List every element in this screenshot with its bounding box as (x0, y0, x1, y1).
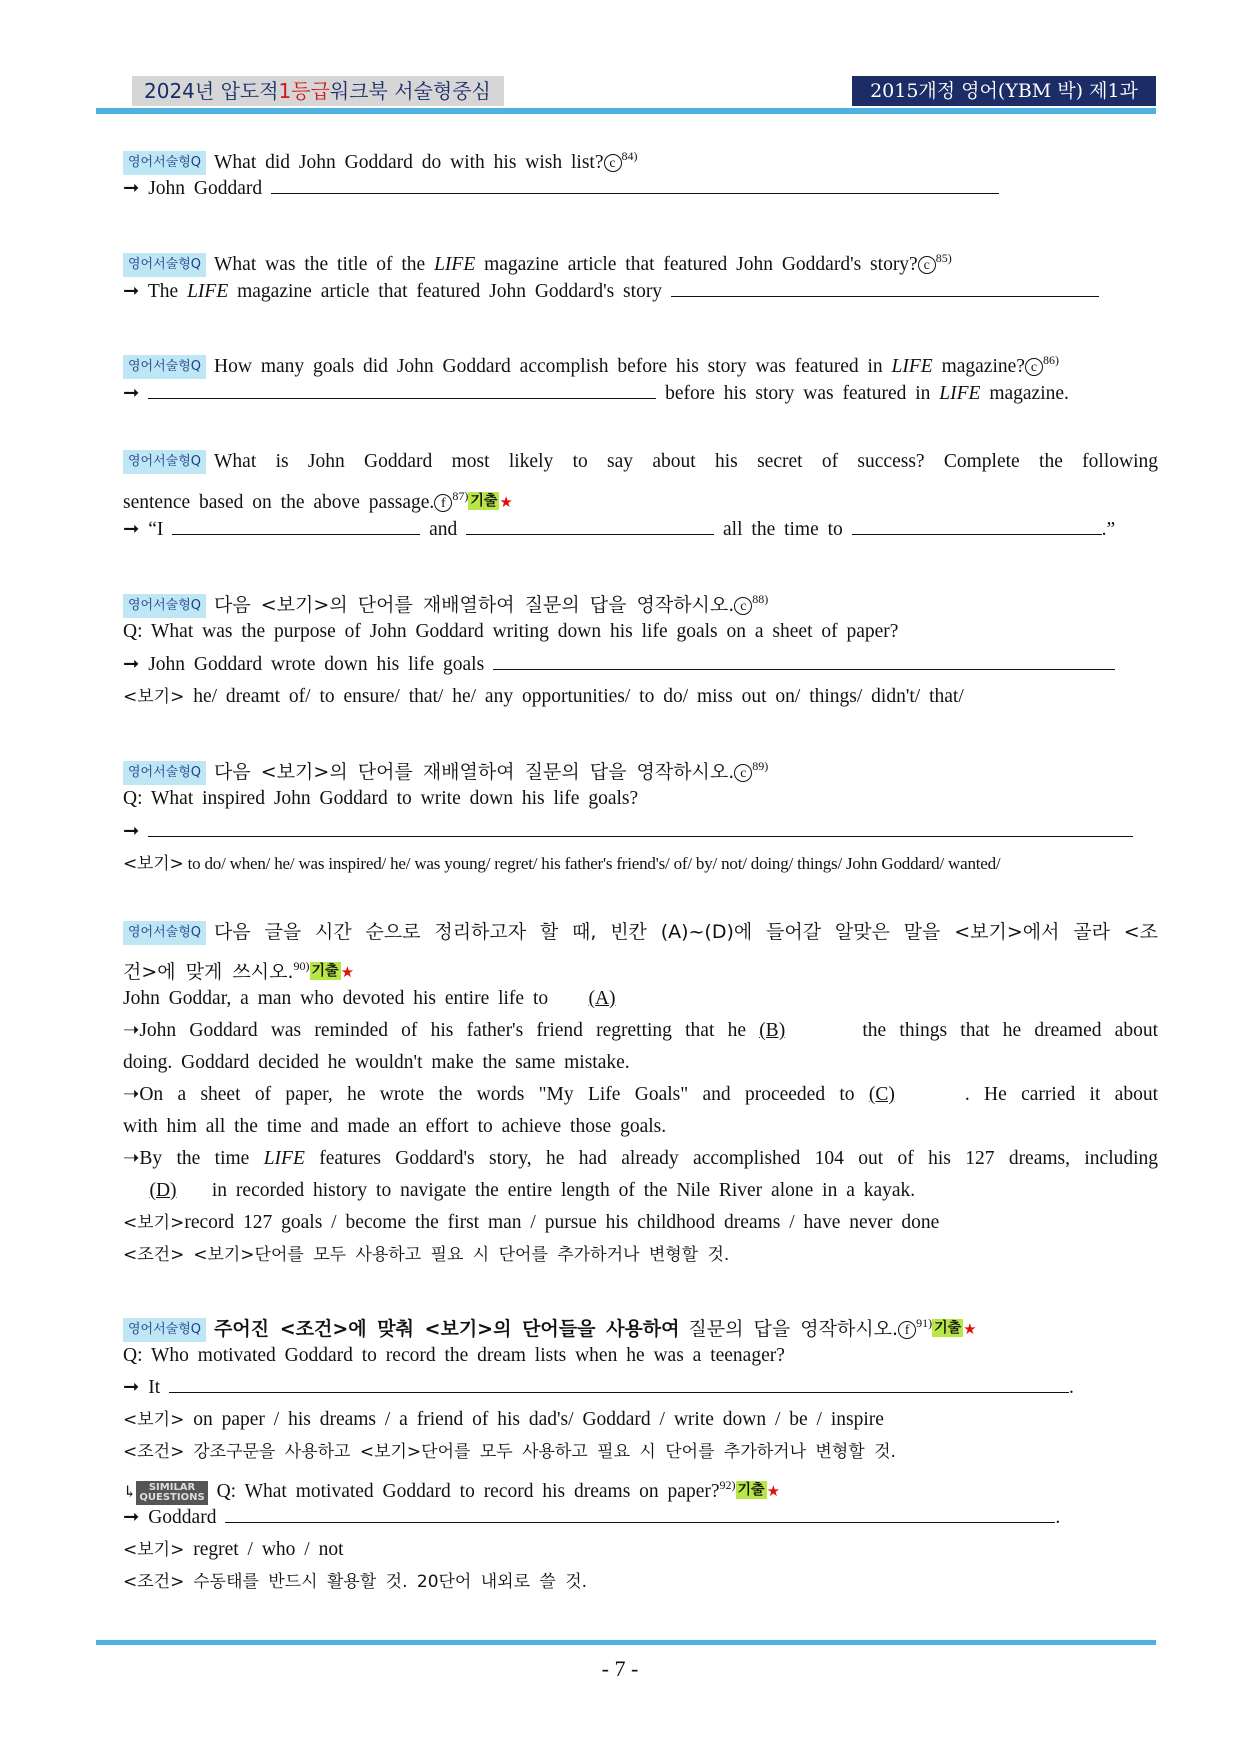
bogi-label: <보기> (123, 1540, 185, 1560)
passage-line-3: doing. Goddard decided he wouldn't make the same mistake. (123, 1052, 630, 1073)
question-text: sentence based on the above passage. (123, 492, 435, 513)
bogi-label: <보기> (123, 1410, 185, 1430)
similar-bottom: QUESTIONS (139, 1491, 205, 1503)
question-tag: 영어서술형Q (123, 921, 206, 945)
answer-prefix: ➞ “I (123, 519, 164, 540)
condition-90 (123, 1241, 1158, 1269)
magazine-name: LIFE (434, 254, 476, 275)
question-tag: 영어서술형Q (123, 151, 206, 175)
instruction-text: 건>에 맞게 쓰시오. (123, 961, 294, 983)
condition-91 (123, 1438, 1158, 1466)
bogi-91 (123, 1406, 1158, 1434)
passage-line-7 (123, 1177, 1158, 1205)
question-92 (123, 1471, 1158, 1507)
blank-d[interactable]: (D) (149, 1180, 177, 1201)
question-90 (123, 918, 1158, 947)
circled-letter-icon: f (898, 1321, 916, 1339)
footnote-number: 87) (452, 489, 469, 503)
bogi-words: regret / who / not (193, 1539, 344, 1560)
bottom-rule (96, 1640, 1156, 1645)
condition-92 (123, 1568, 1158, 1596)
bogi-label: <보기> (123, 1213, 185, 1233)
instruction-bold: 주어진 <조건>에 맞춰 <보기>의 단어들을 사용하여 (214, 1318, 680, 1340)
instruction-text: 다음 <보기>의 단어를 재배열하여 질문의 답을 영작하시오. (214, 761, 735, 783)
header-left-highlight: 1등급 (278, 79, 330, 103)
question-89 (123, 752, 1158, 787)
header-title-right: 2015개정 영어(YBM 박) 제1과 (852, 76, 1156, 106)
question-text: What was the title of the (214, 254, 426, 275)
header-left-b: 워크북 서술형중심 (329, 79, 491, 103)
bogi-label: <보기> (123, 854, 184, 874)
passage-line-4 (123, 1081, 1158, 1109)
passage-text: the things that he dreamed about (862, 1020, 1158, 1041)
instruction-text: 다음 글을 시간 순으로 정리하고자 할 때, 빈칸 (A)~(D)에 들어갈 알맞은 말을 <보기>에서 골라 <조 (214, 921, 1158, 943)
question-tag: 영어서술형Q (123, 355, 206, 379)
footnote-number: 84) (621, 149, 638, 163)
arrow-icon: ➞ (123, 821, 140, 842)
passage-line-2 (123, 1017, 1158, 1045)
answer-blank[interactable] (148, 820, 1133, 837)
question-tag: 영어서술형Q (123, 253, 206, 277)
passage-text: ➝John Goddard was reminded of his father's friend regretting that he (123, 1020, 746, 1041)
top-rule (96, 108, 1156, 114)
answer-92 (123, 1504, 1158, 1532)
footnote-number: 90) (293, 959, 310, 973)
answer-connector: and (429, 519, 458, 540)
circled-letter-icon: c (734, 764, 752, 782)
answer-blank[interactable] (225, 1506, 1055, 1523)
question-text: How many goals did John Goddard accomplish before his story was featured in (214, 356, 883, 377)
star-icon: ★ (340, 965, 355, 981)
answer-prefix: ➞ The (123, 281, 179, 302)
circled-letter-icon: c (734, 597, 752, 615)
bogi-92 (123, 1536, 1158, 1564)
question-text: Q: What motivated Goddard to record his dreams on paper? (216, 1481, 720, 1502)
answer-suffix: . (1069, 1377, 1074, 1398)
answer-91 (123, 1374, 1158, 1402)
answer-prefix: ➞ Goddard (123, 1507, 217, 1528)
answer-blank[interactable] (169, 1376, 1069, 1393)
passage-text: ➝By the time (123, 1148, 250, 1169)
answer-prefix: ➞ It (123, 1377, 161, 1398)
circled-letter-icon: c (604, 154, 622, 172)
circled-letter-icon: f (434, 494, 452, 512)
bogi-89 (123, 850, 1158, 878)
passage-line-5: with him all the time and made an effort to achieve those goals. (123, 1116, 667, 1137)
question-87 (123, 448, 1158, 476)
footnote-number: 86) (1042, 353, 1059, 367)
answer-connector: all the time to (723, 519, 843, 540)
instruction-text: 질문의 답을 영작하시오. (688, 1318, 899, 1340)
answer-88 (123, 651, 1158, 679)
bogi-88 (123, 683, 1158, 711)
question-91-q: Q: Who motivated Goddard to record the dream lists when he was a teenager? (123, 1345, 785, 1366)
question-87-cont (123, 482, 1158, 517)
answer-87 (123, 516, 1158, 544)
question-text: What did John Goddard do with his wish list? (214, 152, 604, 173)
question-85 (123, 244, 1158, 279)
magazine-name: LIFE (939, 383, 981, 404)
answer-blank-2[interactable] (466, 518, 714, 535)
page-number: - 7 - (601, 1656, 639, 1681)
question-tag: 영어서술형Q (123, 761, 206, 785)
answer-blank-3[interactable] (852, 518, 1102, 535)
answer-89 (123, 818, 1158, 846)
question-91 (123, 1309, 1158, 1344)
answer-84 (123, 175, 1158, 203)
passage-line-6 (123, 1145, 1158, 1173)
condition-label: <조건> (123, 1245, 185, 1265)
magazine-name: LIFE (263, 1148, 305, 1169)
magazine-name: LIFE (187, 281, 229, 302)
similar-top: SIMILAR (148, 1481, 196, 1493)
magazine-name: LIFE (891, 356, 933, 377)
answer-blank[interactable] (671, 280, 1099, 297)
question-text: magazine? (941, 356, 1025, 377)
answer-86 (123, 380, 1158, 408)
blank-c[interactable]: (C) (868, 1084, 895, 1105)
star-icon: ★ (499, 495, 513, 511)
answer-suffix: magazine. (989, 383, 1069, 404)
condition-text: 강조구문을 사용하고 <보기>단어를 모두 사용하고 필요 시 단어를 추가하거나 변형할 것. (193, 1442, 896, 1462)
answer-blank[interactable] (493, 653, 1115, 670)
question-tag: 영어서술형Q (123, 594, 206, 618)
star-icon: ★ (766, 1484, 781, 1500)
similar-questions-badge (136, 1481, 207, 1505)
past-exam-badge: 기출 (737, 1482, 765, 1498)
answer-suffix: . (1055, 1507, 1061, 1528)
question-text: magazine article that featured John Goddard's story? (484, 254, 918, 275)
question-tag: 영어서술형Q (123, 1318, 206, 1342)
question-tag: 영어서술형Q (123, 450, 206, 474)
question-84 (123, 142, 1158, 177)
bogi-words: on paper / his dreams / a friend of his dad's/ Goddard / write down / be / inspire (193, 1409, 884, 1430)
circled-letter-icon: c (918, 256, 936, 274)
condition-text: <보기>단어를 모두 사용하고 필요 시 단어를 추가하거나 변형할 것. (193, 1245, 730, 1265)
blank-a[interactable]: (A) (588, 988, 616, 1009)
footnote-number: 88) (752, 592, 769, 606)
past-exam-badge: 기출 (311, 963, 339, 979)
condition-text: 수동태를 반드시 활용할 것. 20단어 내외로 쓸 것. (193, 1572, 588, 1592)
past-exam-badge: 기출 (470, 493, 498, 509)
header-title-left (132, 76, 504, 106)
question-88-q: Q: What was the purpose of John Goddard writing down his life goals on a sheet of paper? (123, 621, 899, 642)
past-exam-badge: 기출 (934, 1320, 962, 1336)
footnote-number: 89) (752, 759, 769, 773)
answer-prefix: ➞ John Goddard (123, 178, 263, 199)
blank-b[interactable]: (B) (759, 1020, 786, 1041)
star-icon: ★ (963, 1322, 977, 1338)
answer-85 (123, 278, 1158, 306)
answer-prefix: ➞ John Goddard wrote down his life goals (123, 654, 485, 675)
passage-text: . He carried it about (964, 1084, 1158, 1105)
question-89-q: Q: What inspired John Goddard to write down his life goals? (123, 788, 639, 809)
passage-text: features Goddard's story, he had already accomplished 104 out of his 127 dreams, including (319, 1148, 1159, 1169)
circled-letter-icon: c (1025, 358, 1043, 376)
passage-text: John Goddar, a man who devoted his entire life to (123, 988, 549, 1009)
passage-text: in recorded history to navigate the entire length of the Nile River alone in a kayak. (211, 1180, 916, 1201)
answer-suffix: before his story was featured in (665, 383, 931, 404)
question-88 (123, 585, 1158, 620)
footnote-number: 85) (935, 251, 952, 265)
question-text: What is John Goddard most likely to say about his secret of success? Complete the following (214, 451, 1158, 472)
bogi-words: he/ dreamt of/ to ensure/ that/ he/ any opportunities/ to do/ miss out on/ things/ didn't/ that/ (193, 686, 964, 707)
bogi-90 (123, 1209, 1158, 1237)
condition-label: <조건> (123, 1572, 185, 1592)
question-86 (123, 346, 1158, 381)
answer-suffix: .” (1101, 519, 1116, 540)
footnote-number: 92) (719, 1478, 736, 1492)
bogi-words: record 127 goals / become the first man / pursue his childhood dreams / have never done (184, 1212, 940, 1233)
passage-line-1 (123, 985, 1158, 1013)
header-left-a: 2024년 압도적 (144, 79, 279, 103)
arrow-icon: ➞ (123, 383, 140, 404)
condition-label: <조건> (123, 1442, 185, 1462)
footnote-number: 91) (916, 1316, 933, 1330)
answer-blank[interactable] (271, 177, 999, 194)
answer-blank[interactable] (148, 382, 656, 399)
answer-prefix: magazine article that featured John Goddard's story (237, 281, 663, 302)
instruction-text: 다음 <보기>의 단어를 재배열하여 질문의 답을 영작하시오. (214, 594, 735, 616)
passage-text: ➝On a sheet of paper, he wrote the words "My Life Goals" and proceeded to (123, 1084, 855, 1105)
question-90-cont (123, 952, 1158, 987)
corner-arrow-icon: ↳ (123, 1484, 137, 1501)
bogi-words: to do/ when/ he/ was inspired/ he/ was young/ regret/ his father's friend's/ of/ by/ not/ doing/ things/ John Goddard/ wanted/ (187, 854, 1001, 873)
bogi-label: <보기> (123, 687, 185, 707)
answer-blank-1[interactable] (172, 518, 420, 535)
